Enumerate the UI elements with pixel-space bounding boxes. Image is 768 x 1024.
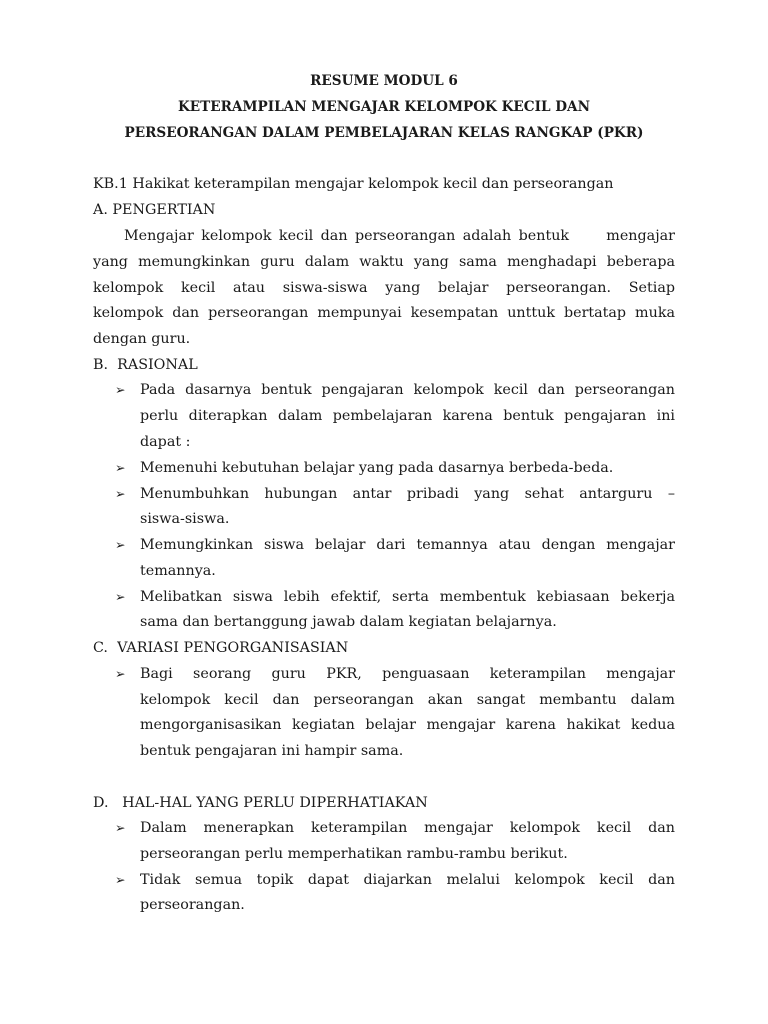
arrow-bullet-icon: ➢	[115, 666, 126, 681]
section-a-heading: A. PENGERTIAN	[93, 202, 216, 218]
bullet-text-line: bentuk pengajaran ini hampir sama.	[140, 743, 404, 759]
section-b-heading: B. RASIONAL	[93, 357, 198, 373]
bullet-text-line: Pada dasarnya bentuk pengajaran kelompok kecil dan perseorangan	[140, 382, 675, 398]
arrow-bullet-icon: ➢	[115, 872, 126, 887]
bullet-text-line: perseorangan.	[140, 897, 245, 913]
bullet-text-line: Memungkinkan siswa belajar dari temannya atau dengan mengajar	[140, 537, 675, 553]
document-title: RESUME MODUL 6	[310, 73, 458, 89]
arrow-bullet-icon: ➢	[115, 537, 126, 552]
bullet-text-line: Melibatkan siswa lebih efektif, serta membentuk kebiasaan bekerja	[140, 589, 675, 605]
arrow-bullet-icon: ➢	[115, 460, 126, 475]
bullet-text-line: perlu diterapkan dalam pembelajaran karena bentuk pengajaran ini	[140, 408, 675, 424]
bullet-text-line: Tidak semua topik dapat diajarkan melalui kelompok kecil dan	[140, 872, 675, 888]
bullet-text-line: sama dan bertanggung jawab dalam kegiatan belajarnya.	[140, 614, 557, 630]
section-d-heading: D. HAL-HAL YANG PERLU DIPERHATIAKAN	[93, 795, 428, 811]
bullet-text-line: Bagi seorang guru PKR, penguasaan keterampilan mengajar	[140, 666, 675, 682]
arrow-bullet-icon: ➢	[115, 382, 126, 397]
section-a-paragraph-line: dengan guru.	[93, 331, 191, 347]
bullet-text-line: siswa-siswa.	[140, 511, 230, 527]
kb-title: KB.1 Hakikat keterampilan mengajar kelompok kecil dan perseorangan	[93, 176, 614, 192]
bullet-text-line: kelompok kecil dan perseorangan akan sangat membantu dalam	[140, 692, 675, 708]
section-a-paragraph-line: kelompok dan perseorangan mempunyai kesempatan unttuk bertatap muka	[93, 305, 675, 321]
bullet-text-line: temannya.	[140, 563, 216, 579]
section-a-paragraph-line: kelompok kecil atau siswa-siswa yang belajar perseorangan. Setiap	[93, 280, 675, 296]
bullet-text-line: Memenuhi kebutuhan belajar yang pada dasarnya berbeda-beda.	[140, 460, 614, 476]
arrow-bullet-icon: ➢	[115, 486, 126, 501]
section-c-heading: C. VARIASI PENGORGANISASIAN	[93, 640, 349, 656]
bullet-text-line: mengorganisasikan kegiatan belajar mengajar karena hakikat kedua	[140, 717, 675, 733]
bullet-text-line: Menumbuhkan hubungan antar pribadi yang sehat antarguru –	[140, 486, 675, 502]
section-a-paragraph-line: Mengajar kelompok kecil dan perseorangan adalah bentuk mengajar	[124, 228, 675, 244]
document-subtitle-line-1: KETERAMPILAN MENGAJAR KELOMPOK KECIL DAN	[177, 99, 591, 115]
bullet-text-line: dapat :	[140, 434, 191, 450]
bullet-text-line: Dalam menerapkan keterampilan mengajar kelompok kecil dan	[140, 820, 675, 836]
document-subtitle-line-2: PERSEORANGAN DALAM PEMBELAJARAN KELAS RANGKAP (PKR)	[124, 125, 644, 141]
section-a-paragraph-line: yang memungkinkan guru dalam waktu yang sama menghadapi beberapa	[93, 254, 675, 270]
arrow-bullet-icon: ➢	[115, 820, 126, 835]
arrow-bullet-icon: ➢	[115, 589, 126, 604]
bullet-text-line: perseorangan perlu memperhatikan rambu-rambu berikut.	[140, 846, 568, 862]
